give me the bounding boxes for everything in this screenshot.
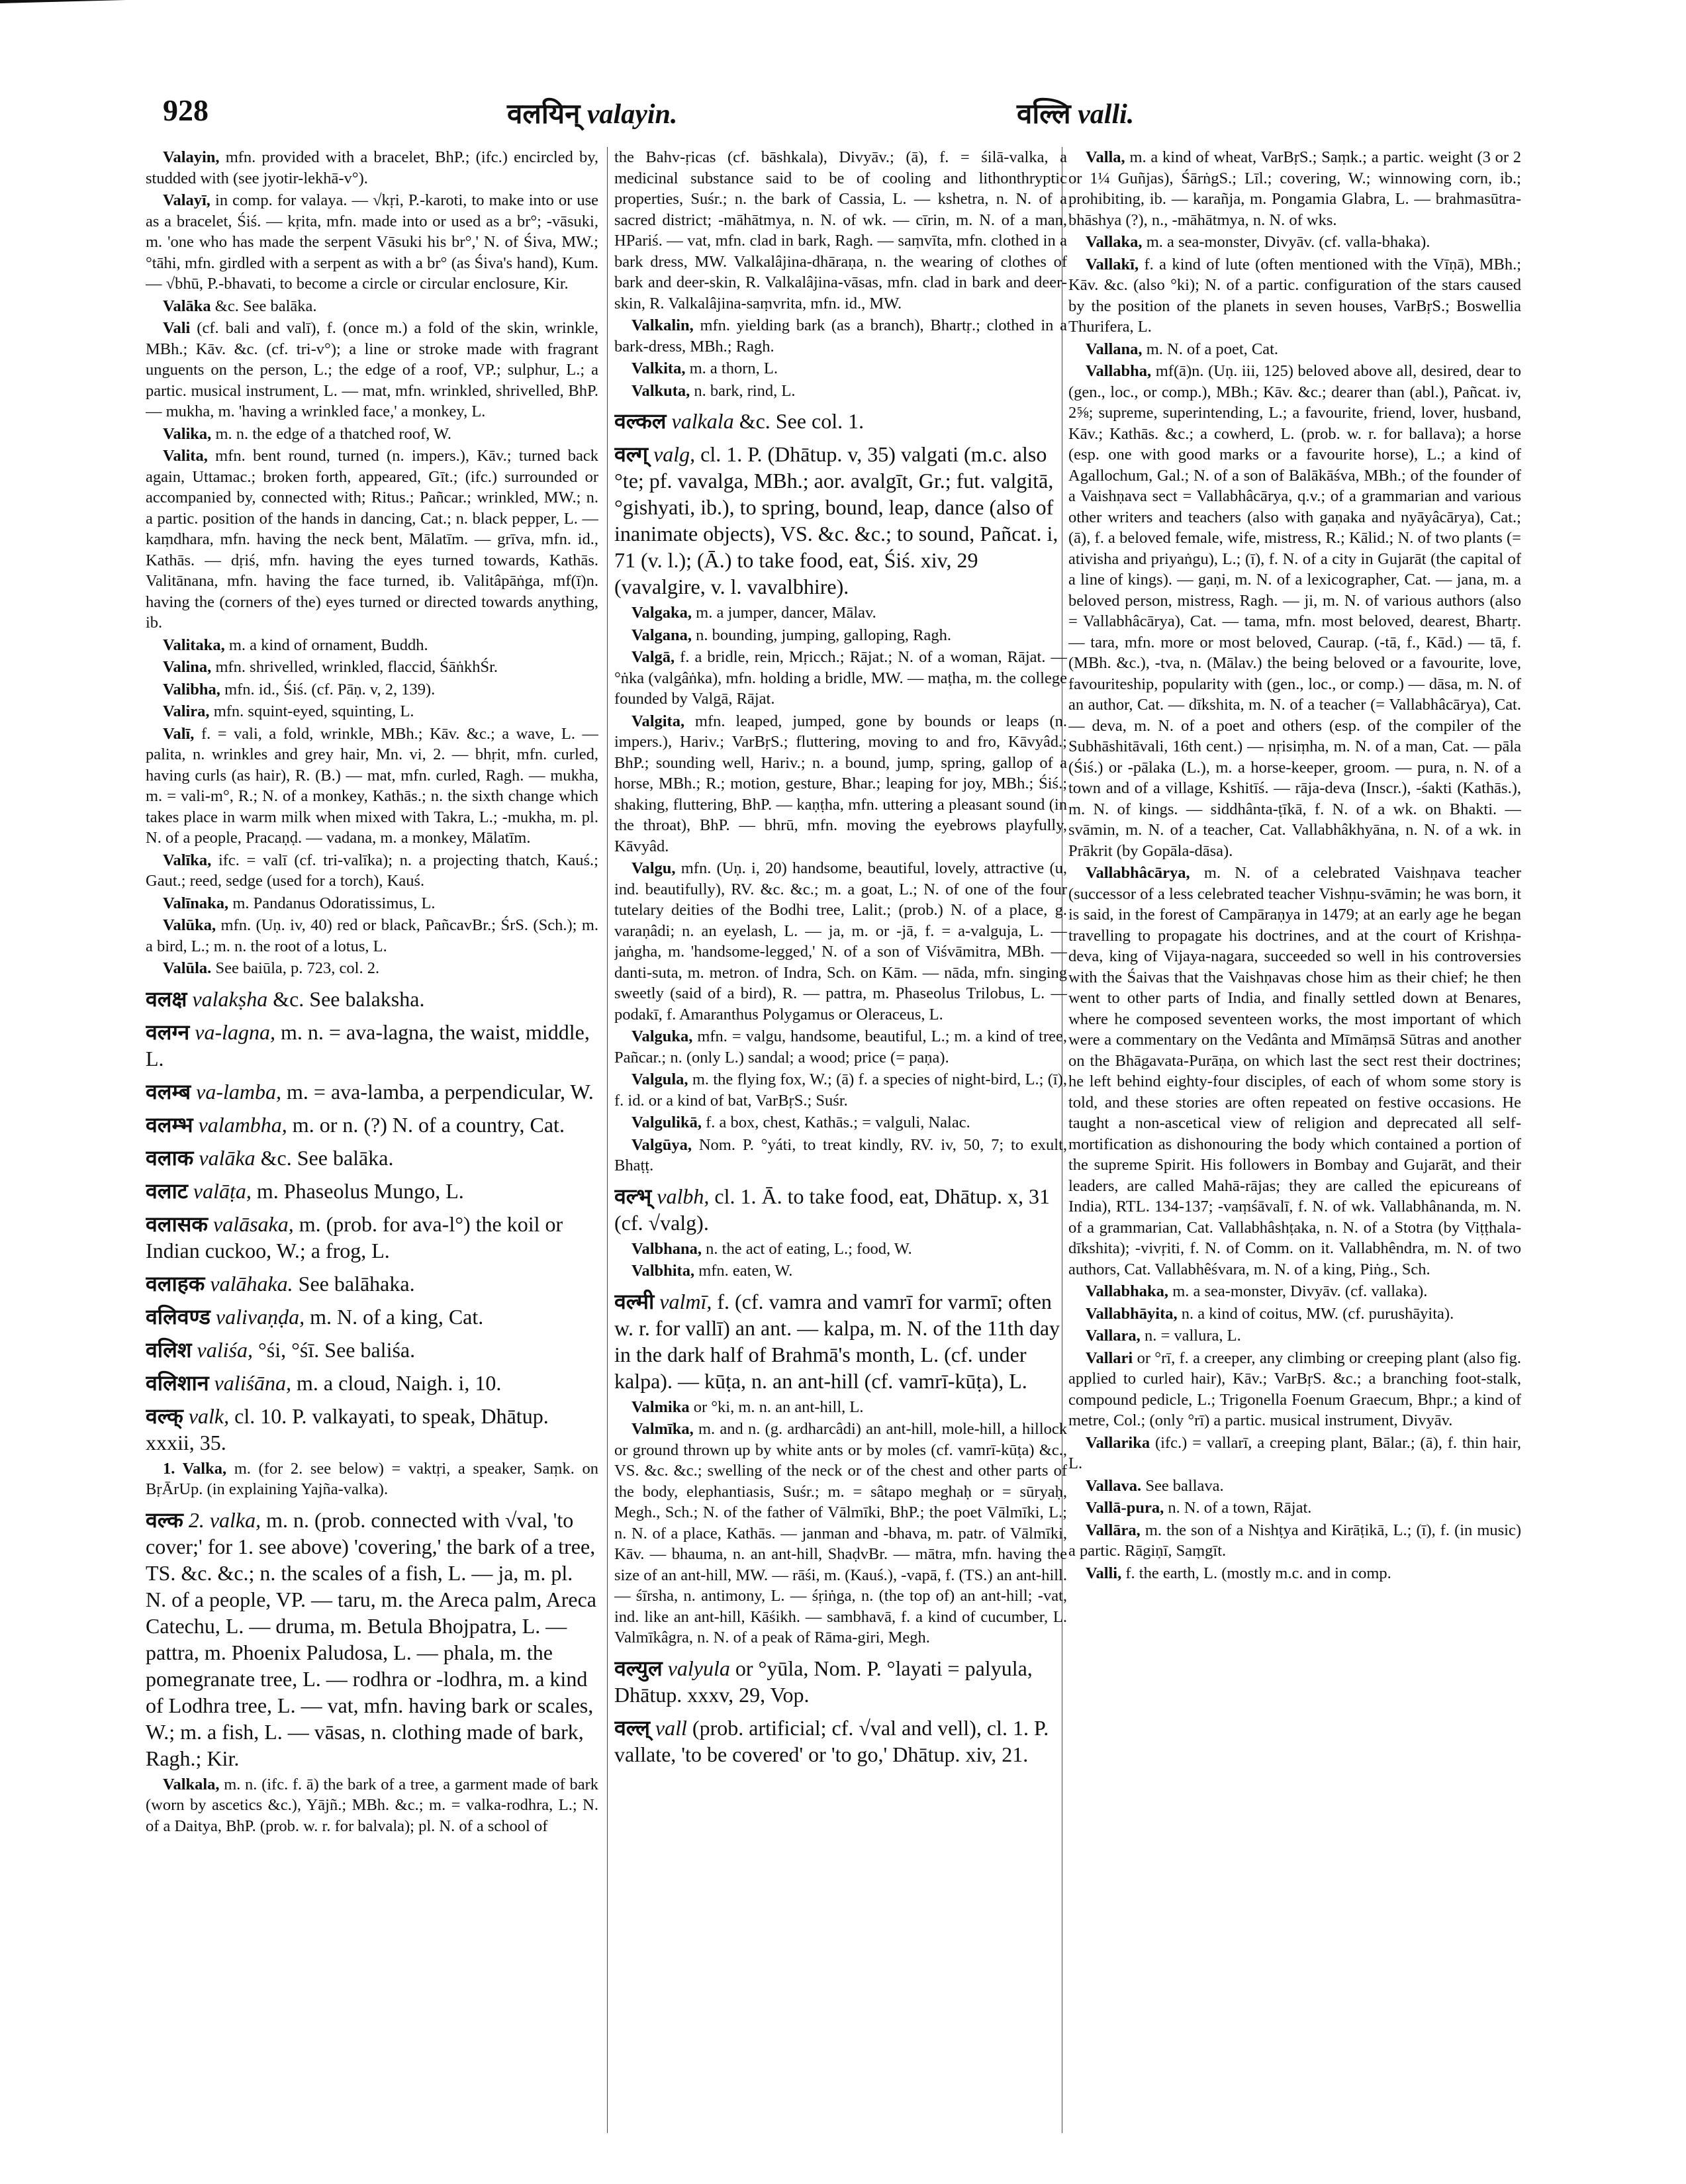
entry-definition: &c. See col. 1.	[739, 409, 865, 433]
dictionary-entry	[146, 318, 598, 422]
entry-definition: n. bark, rind, L.	[694, 381, 796, 400]
headword-entry	[146, 1403, 598, 1456]
transliterated-headword: valk,	[188, 1403, 230, 1428]
entry-definition: or °yūla, Nom. P. °layati = palyula, Dhātup. xxxv, 29, Vop.	[614, 1656, 1033, 1707]
dictionary-entry	[1068, 1563, 1521, 1584]
dictionary-entry	[146, 893, 598, 914]
column-3	[1068, 147, 1521, 2146]
dictionary-entry	[146, 296, 598, 317]
entry-definition: mfn. provided with a bracelet, BhP.; (ifc.) encircled by, studded with (see jyotir-lekhā-v°).	[146, 148, 598, 187]
dictionary-entry	[1068, 339, 1521, 360]
entry-headword: Vallabhāyita,	[1086, 1304, 1178, 1323]
entry-headword: Valī,	[163, 724, 195, 743]
entry-headword: Valmīka,	[632, 1420, 694, 1438]
entry-definition: or °ki, m. n. an ant-hill, L.	[693, 1398, 864, 1416]
dictionary-entry	[1068, 1304, 1521, 1325]
transliterated-headword: valāsaka,	[212, 1211, 294, 1236]
entry-definition: m. N. of a poet, Cat.	[1146, 340, 1279, 358]
devanagari-headword: वलम्ब	[146, 1078, 191, 1104]
entry-definition: m. the son of a Nishṭya and Kirāṭikā, L.; (ī), f. (in music) a partic. Rāgiṇī, Saṃgīt.	[1068, 1521, 1521, 1560]
transliterated-headword: valakṣha	[192, 986, 268, 1011]
devanagari-headword: वलिशान	[146, 1370, 209, 1396]
running-head-left-devanagari: वलयिन्	[507, 97, 581, 130]
headword-entry	[614, 1655, 1067, 1708]
transliterated-headword: valyula	[667, 1656, 730, 1680]
headword-entry	[146, 1211, 598, 1264]
entry-definition: &c. See balāka.	[214, 297, 317, 315]
entry-definition: mfn. squint-eyed, squinting, L.	[213, 702, 414, 720]
dictionary-entry	[1068, 1325, 1521, 1347]
running-head-right-translit: valli.	[1078, 99, 1135, 130]
headword-entry	[146, 1304, 598, 1330]
entry-headword: Valūla.	[163, 959, 212, 977]
entry-definition: m. (prob. for ava-l°) the koil or Indian cuckoo, W.; a frog, L.	[146, 1211, 563, 1262]
entry-definition: n. the act of eating, L.; food, W.	[706, 1239, 912, 1258]
entry-definition: m. N. of a celebrated Vaishṇava teacher (successor of a less celebrated teacher Vishṇu-svāmin; he was born, it is said, in the forest of Campāraṇya in 1479; at an early age he began travelling to propagate his doctrines, and at the court of Krishṇa-deva, king of Vijaya-nagara, succeeded so well in his controversies with the Śaivas that the Vaishṇavas chose him as their chief; he then went to other parts of India, and finally settled down at Benares, where he composed seventeen works, the most important of which were a commentary on the Vedânta and Mīmāṃsā Sūtras and another on the Bhāgavata-Purāṇa, on which last the sect rest their doctrines; he left behind eighty-four disciples, of each of whom some story is told, and these stories are often repeated on festive occasions. He taught a non-ascetical view of religion and deprecated all self-mortification as dishonouring the body which contained a portion of the supreme Spirit. His followers in Bombay and Gujarāt, and their leaders, are called Mahā-rājas; they are called the epicureans of India), RTL. 134-137; -vaṃśāvalī, f. N. of wk. Vallabhânanda, m. N. of a grammarian, Cat. Vallabhâshṭaka, n. N. of a Stotra (by Viṭṭhala-dīkshita); -vivṛiti, f. N. of Comm. on it. Vallabhêndra, m. N. of two authors, Cat. Vallabhêśvara, m. N. of a king, Piṅg., Sch.	[1068, 864, 1521, 1278]
entry-definition: n. = vallura, L.	[1144, 1327, 1241, 1345]
devanagari-headword: वल्युल	[614, 1655, 663, 1681]
entry-headword: 1. Valka,	[163, 1459, 227, 1478]
entry-headword: Valbhita,	[632, 1262, 695, 1280]
entry-definition: m. N. of a king, Cat.	[310, 1304, 484, 1329]
dictionary-entry	[614, 1135, 1067, 1176]
entry-headword: Valira,	[163, 702, 210, 720]
entry-definition: m. a thorn, L.	[689, 359, 778, 377]
devanagari-headword: वल्ग्	[614, 442, 649, 467]
dictionary-entry	[146, 1774, 598, 1837]
entry-definition: See baiūla, p. 723, col. 2.	[215, 959, 380, 977]
transliterated-headword: valg,	[653, 442, 696, 466]
entry-definition: mf(ā)n. (Uṇ. iii, 125) beloved above all, desired, dear to (gen., loc., or comp.), MBh.; Kāv. &c.; dearer than (abl.), Pañcat. iv, 2⅝; supreme, superintending, L.; a favourite, friend, lover, husband, Kāv.; Kathās. &c.; a cowherd, L. (prob. w. r. for ballava); a horse (esp. one with good marks or a favourite horse), L.; a kind of Agallochum, Gal.; N. of a son of Balākāśva, MBh.; of the founder of a Vaishṇava sect = Vallabhâcārya, q.v.; of a grammarian and various other writers and teachers (also with gaṇaka and nyāyâcārya), Cat.; (ā), f. a beloved female, wife, mistress, R.; Kālid.; N. of two plants (= ativisha and priyaṅgu), L.; (ī), f. N. of a city in Gujarāt (the capital of a line of kings). — gaṇi, m. N. of a lexicographer, Cat. — jana, m. a beloved person, mistress, Ragh. — ji, m. N. of various authors (also = Vallabhâcārya), Cat. — tama, mfn. most beloved, dearest, Bhartṛ. — tara, mfn. more or most beloved, Caurap. (-tā, f., Kād.) — tā, f. (MBh. &c.), -tva, n. (Mālav.) the being beloved or a favourite, love, favouriteship, popularity with (gen., loc., or comp.) — dāsa, m. N. of an author, Cat. — dīkshita, m. N. of a teacher (= Vallabhâcārya), Cat. — deva, m. N. of a poet and others (esp. of the compiler of the Subhāshitāvali, 16th cent.) — nṛisiṃha, m. N. of a man, Cat. — pāla (Śiś.) or -pālaka (L.), m. a horse-keeper, groom. — pura, n. N. of a town and of a village, Kshitīś. — rāja-deva (Inscr.), -śakti (Kathās.), m. N. of kings. — siddhânta-ṭīkā, f. N. of a wk. on Bhakti. — svāmin, m. N. of a teacher, Cat. Vallabhâkhyāna, n. N. of a wk. in Prākrit (by Gopāla-dāsa).	[1068, 362, 1521, 860]
entry-definition: m. n. (ifc. f. ā) the bark of a tree, a garment made of bark (worn by ascetics &c.), Yājñ.; MBh. &c.; m. = valka-rodhra, L.; N. of a Daitya, BhP. (prob. w. r. for balvala); pl. N. of a school of	[146, 1775, 598, 1835]
dictionary-entry	[146, 724, 598, 849]
page-header	[163, 93, 1587, 139]
entry-definition: m. n. the edge of a thatched roof, W.	[215, 424, 451, 443]
headword-entry	[146, 1370, 598, 1396]
dictionary-entry	[1068, 1433, 1521, 1474]
entry-definition: m. Pandanus Odoratissimus, L.	[232, 894, 436, 912]
devanagari-headword: वल्ल्	[614, 1715, 650, 1740]
dictionary-entry	[1068, 1348, 1521, 1431]
column-1	[146, 147, 598, 2146]
running-head-right-devanagari: वल्लि	[1017, 97, 1071, 130]
entry-headword: Valli,	[1086, 1564, 1122, 1582]
entry-headword: Vallāra,	[1086, 1521, 1141, 1539]
dictionary-entry	[146, 657, 598, 678]
dictionary-entry	[614, 1026, 1067, 1068]
entry-definition: f. a bridle, rein, Mṛicch.; Rājat.; N. of a woman, Rājat. — °ṅka (valgâṅka), mfn. holding a bridle, MW. — maṭha, m. the college founded by Valgā, Rājat.	[614, 648, 1067, 708]
entry-definition: n. a kind of coitus, MW. (cf. purushāyita).	[1181, 1304, 1454, 1323]
transliterated-headword: valāka	[199, 1145, 256, 1170]
devanagari-headword: वलम्भ	[146, 1112, 193, 1137]
entry-definition: See balāhaka.	[298, 1271, 415, 1296]
entry-definition: f. a kind of lute (often mentioned with the Vīṇā), MBh.; Kāv. &c. (also °ki); N. of a partic. configuration of the stars caused by the position of the planets in seven houses, VarBṛS.; Boswellia Thurifera, L.	[1068, 255, 1521, 336]
dictionary-entry	[1068, 1520, 1521, 1562]
running-head-left-translit: valayin.	[586, 99, 678, 130]
entry-definition: mfn. bent round, turned (n. impers.), Kāv.; turned back again, Uttamac.; broken forth, appeared, Gīt.; (ifc.) surrounded or accompanied by, connected with; Ritus.; Pañcar.; wrinkled, MW.; n. a partic. position of the hands in dancing, Cat.; n. black pepper, L. — kaṃdhara, mfn. having the neck bent, Mālatīm. — grīva, mfn. id., Kathās. — dṛiś, mfn. having the eyes turned towards, Kathās. Valitānana, mfn. having the face turned, ib. Valitâpāṅga, mf(ī)n. having the (corners of the) eyes turned or directed towards anything, ib.	[146, 447, 598, 632]
transliterated-headword: valāhaka.	[210, 1271, 293, 1296]
entry-headword: Vallara,	[1086, 1327, 1141, 1345]
entry-definition: f. = vali, a fold, wrinkle, MBh.; Kāv. &c.; a wave, L. — palita, n. wrinkles and grey hair, Mn. vi, 2. — bhṛit, mfn. curled, having curls (as hair), R. (B.) — mat, mfn. curled, Ragh. — mukha, m. = vali-m°, R.; N. of a monkey, Kathās.; n. the sixth change which takes place in warm milk when mixed with Takra, L.; -mukha, m. pl. N. of a people, Pracaṇḍ. — vadana, m. a monkey, Mālatīm.	[146, 724, 598, 847]
entry-definition: in comp. for valaya. — √kṛi, P.-karoti, to make into or use as a bracelet, Śiś. — kṛita, mfn. made into or used as a br°; -vāsuki, m. 'one who has made the serpent Vāsuki his br°,' N. of Śiva, MW.; °tāhi, mfn. girdled with a serpent as with a br° (as Śiva's hand), Kum. — √bhū, P.-bhavati, to become a circle or circular enclosure, Kir.	[146, 191, 598, 293]
entry-headword: Valāka	[163, 297, 211, 315]
devanagari-headword: वलासक	[146, 1211, 208, 1237]
dictionary-entry	[146, 915, 598, 957]
entry-definition: °śi, °śī. See baliśa.	[258, 1337, 416, 1362]
headword-entry	[614, 408, 1067, 434]
running-head-left	[507, 94, 677, 132]
entry-headword: Valgita,	[632, 712, 685, 730]
devanagari-headword: वल्कल	[614, 408, 667, 434]
entry-headword: Valayī,	[163, 191, 211, 209]
entry-headword: Vallakī,	[1086, 255, 1139, 273]
dictionary-entry	[1068, 863, 1521, 1280]
entry-headword: Valūka,	[163, 916, 216, 934]
entry-definition: m. = ava-lamba, a perpendicular, W.	[287, 1079, 594, 1104]
entry-headword: Valitaka,	[163, 636, 225, 654]
page-number: 928	[163, 93, 209, 127]
dictionary-entry	[146, 679, 598, 700]
entry-headword: Valkita,	[632, 359, 686, 377]
entry-headword: Valika,	[163, 424, 212, 443]
entry-definition: n. bounding, jumping, galloping, Ragh.	[696, 626, 952, 644]
entry-headword: Valgulikā,	[632, 1114, 702, 1131]
headword-entry	[614, 441, 1067, 600]
entry-headword: Valgana,	[632, 626, 692, 644]
entry-definition: m. a sea-monster, Divyāv. (cf. vallaka).	[1172, 1282, 1428, 1300]
entry-definition: Nom. P. °yáti, to treat kindly, RV. iv, 50, 7; to exult, Bhaṭṭ.	[614, 1135, 1067, 1174]
entry-headword: Valkala,	[163, 1775, 220, 1793]
dictionary-entry	[614, 647, 1067, 710]
transliterated-headword: valiśa,	[197, 1337, 253, 1362]
dictionary-entry	[146, 635, 598, 656]
transliterated-headword: valambha,	[198, 1112, 287, 1137]
dictionary-entry	[146, 958, 598, 979]
entry-definition: m. Phaseolus Mungo, L.	[256, 1178, 464, 1203]
entry-headword: Valgu,	[632, 859, 676, 877]
dictionary-entry	[614, 858, 1067, 1025]
dictionary-entry	[1068, 254, 1521, 338]
entry-definition: m. a sea-monster, Divyāv. (cf. valla-bhaka).	[1146, 233, 1430, 251]
transliterated-headword: valiśāna,	[214, 1370, 292, 1395]
dictionary-entry	[614, 358, 1067, 379]
entry-definition: f. the earth, L. (mostly m.c. and in comp.	[1125, 1564, 1391, 1582]
entry-definition: m. a kind of wheat, VarBṛS.; Saṃk.; a partic. weight (3 or 2 or 1¼ Guñjas), ŚārṅgS.; Līl.; covering, W.; winnowing corn, ib.; prohibiting, ib. — karañja, m. Pongamia Glabra, L. — brahmasūtra-bhāshya (?), n., -māhātmya, n. N. of wks.	[1068, 148, 1521, 229]
headword-entry	[614, 1715, 1067, 1768]
entry-headword: Valita,	[163, 447, 208, 465]
entry-definition: m. n. = ava-lagna, the waist, middle, L.	[146, 1020, 590, 1070]
devanagari-headword: वल्क्	[146, 1403, 183, 1429]
entry-headword: Valbhana,	[632, 1239, 702, 1258]
entry-definition: m. a cloud, Naigh. i, 10.	[297, 1370, 502, 1395]
entry-headword: Vallā-pura,	[1086, 1499, 1164, 1517]
entry-definition: m. a kind of ornament, Buddh.	[228, 636, 428, 654]
entry-definition: m. n. (prob. connected with √val, 'to cover;' for 1. see above) 'covering,' the bark of a tree, TS. &c. &c.; n. the scales of a fish, L. — ja, m. pl. N. of a people, VP. — taru, m. the Areca palm, Areca Catechu, L. — druma, m. Betula Bhojpatra, L. — pattra, m. Phoenix Paludosa, L. — phala, m. the pomegranate tree, L. — rodhra or -lodhra, m. a kind of Lodhra tree, L. — vat, mfn. having bark or scales, W.; m. a fish, L. — vāsas, n. clothing made of bark, Ragh.; Kir.	[146, 1507, 596, 1770]
dictionary-entry	[614, 1069, 1067, 1111]
transliterated-headword: 2. valka,	[188, 1507, 261, 1532]
devanagari-headword: वलक्ष	[146, 986, 187, 1012]
entry-headword: Vallabha,	[1086, 362, 1152, 380]
devanagari-headword: वल्भ्	[614, 1183, 652, 1209]
entry-headword: Valkalin,	[632, 316, 694, 334]
dictionary-entry	[614, 1397, 1067, 1418]
entry-headword: Valina,	[163, 658, 212, 676]
entry-headword: Vallarika	[1086, 1433, 1150, 1452]
entry-definition: mfn. = valgu, handsome, beautiful, L.; m. a kind of tree, Pañcar.; n. (only L.) sandal; a wood; price (= paṇa).	[614, 1027, 1067, 1067]
dictionary-entry	[146, 1458, 598, 1500]
dictionary-entry	[1068, 1476, 1521, 1497]
entry-headword: Valayin,	[163, 148, 220, 166]
dictionary-entry	[1068, 147, 1521, 230]
entry-definition: the Bahv-ṛicas (cf. bāshkala), Divyāv.; (ā), f. = śilā-valka, a medicinal substance said to be of cooling and lithonthryptic properties, Suśr.; n. the bark of Cassia, L. — kshetra, n. N. of a sacred district; -māhātmya, n. N. of wk. — cīrin, m. N. of a man, HPariś. — vat, mfn. clad in bark, Ragh. — saṃvīta, mfn. clothed in a bark dress, MW. Valkalâjina-dhāraṇa, n. the wearing of clothes of bark and deer-skin, R. Valkalâjina-vāsas, mfn. clad in bark and deer-skin, R. Valkalâjina-saṃvrita, mfn. id., MW.	[614, 148, 1067, 312]
entry-headword: Valkuta,	[632, 381, 690, 400]
entry-definition: or °rī, f. a creeper, any climbing or creeping plant (also fig. applied to curled hair), Kāv.; VarBṛS. &c.; a branching foot-stalk, compound pedicle, L.; Trigonella Foenum Graecum, Bhpr.; a kind of metre, Col.; (only °rī) a partic. musical instrument, Divyāv.	[1068, 1349, 1521, 1429]
entry-definition: mfn. eaten, W.	[698, 1262, 793, 1280]
entry-headword: Valīka,	[163, 851, 212, 869]
headword-entry	[146, 1270, 598, 1297]
entry-headword: Valgaka,	[632, 604, 692, 622]
transliterated-headword: valkala	[671, 409, 734, 433]
scan-corner-mark	[0, 0, 159, 18]
entry-definition: f. (cf. vamra and vamrī for varmī; often w. r. for vallī) an ant. — kalpa, m. N. of the 11th day in the dark half of Brahmā's month, L. (cf. under kalpa). — kūṭa, n. an ant-hill (cf. vamrī-kūṭa), L.	[614, 1289, 1060, 1393]
transliterated-headword: valāṭa,	[193, 1178, 252, 1203]
entry-headword: Vallari	[1086, 1349, 1133, 1367]
entry-definition: See ballava.	[1145, 1476, 1224, 1495]
headword-entry	[146, 1507, 598, 1772]
entry-headword: Valīnaka,	[163, 894, 229, 912]
entry-definition: m. or n. (?) N. of a country, Cat.	[292, 1112, 565, 1137]
dictionary-entry	[146, 446, 598, 634]
entry-definition: m. the flying fox, W.; (ā) f. a species of night-bird, L.; (ī), f. id. or a kind of bat, VarBṛS.; Suśr.	[614, 1070, 1067, 1110]
entry-headword: Valla,	[1086, 148, 1125, 166]
entry-definition: m. a jumper, dancer, Mālav.	[696, 604, 876, 622]
transliterated-headword: va-lagna,	[195, 1020, 275, 1044]
devanagari-headword: वलाहक	[146, 1270, 205, 1296]
transliterated-headword: valmī,	[659, 1289, 712, 1313]
entry-headword: Valmika	[632, 1398, 690, 1416]
entry-definition: m. (for 2. see below) = vaktṛi, a speaker, Saṃk. on BṛĀrUp. (in explaining Yajña-valka).	[146, 1459, 598, 1498]
entry-definition: cl. 1. Ā. to take food, eat, Dhātup. x, 31 (cf. √valg).	[614, 1184, 1050, 1235]
column-rule	[607, 147, 608, 2133]
dictionary-entry	[146, 147, 598, 189]
entry-headword: Vallava.	[1086, 1476, 1142, 1495]
entry-headword: Valibha,	[163, 680, 220, 698]
entry-headword: Valguka,	[632, 1027, 693, 1045]
column-2	[614, 147, 1067, 2146]
headword-entry	[614, 1288, 1067, 1394]
headword-entry	[146, 1078, 598, 1105]
entry-headword: Vali	[163, 319, 191, 337]
entry-definition: mfn. (Uṇ. i, 20) handsome, beautiful, lovely, attractive (u, ind. beautifully), RV. &c. &c.; m. a goat, L.; N. of one of the four tutelary deities of the Bodhi tree, Lalit.; (prob.) N. of a place, g. varaṇâdi; n. an eyelash, L. — ja, m. or -jā, f. = a-valguja, L. — jaṅgha, m. 'handsome-legged,' N. of a son of Viśvāmitra, MBh. — danti-suta, m. metron. of Indra, Sch. on Kām. — nāda, mfn. singing sweetly (said of a bird), R. — pattra, m. Phaseolus Trilobus, L. — podakī, f. Amaranthus Polygamus or Oleraceus, L.	[614, 859, 1067, 1023]
dictionary-entry	[614, 625, 1067, 646]
transliterated-headword: valivaṇḍa,	[215, 1304, 305, 1329]
continued-entry	[614, 147, 1067, 314]
entry-headword: Vallabhâcārya,	[1086, 864, 1190, 882]
dictionary-entry	[1068, 232, 1521, 253]
dictionary-entry	[146, 701, 598, 722]
entry-headword: Valgā,	[632, 648, 675, 666]
dictionary-entry	[614, 1239, 1067, 1260]
entry-definition: (prob. artificial; cf. √val and vell), cl. 1. P. vallate, 'to be covered' or 'to go,' Dhātup. xiv, 21.	[614, 1715, 1049, 1766]
entry-definition: (ifc.) = vallarī, a creeping plant, Bālar.; (ā), f. thin hair, L.	[1068, 1433, 1521, 1472]
entry-definition: ifc. = valī (cf. tri-valīka); n. a projecting thatch, Kauś.; Gaut.; reed, sedge (used for a torch), Kauś.	[146, 851, 598, 890]
devanagari-headword: वलिवण्ड	[146, 1304, 211, 1329]
dictionary-entry	[614, 1260, 1067, 1282]
entry-definition: mfn. yielding bark (as a branch), Bhartṛ.; clothed in a bark-dress, MBh.; Ragh.	[614, 316, 1067, 356]
entry-headword: Vallaka,	[1086, 233, 1143, 251]
entry-definition: n. N. of a town, Rājat.	[1168, 1499, 1312, 1517]
dictionary-entry	[1068, 1281, 1521, 1302]
running-head-right	[1017, 94, 1134, 132]
devanagari-headword: वलाक	[146, 1145, 194, 1170]
entry-definition: (cf. bali and valī), f. (once m.) a fold of the skin, wrinkle, MBh.; Kāv. &c. (cf. tri-v°); a line or stroke made with fragrant unguents on the person, L.; the edge of a roof, VP.; sulphur, L.; a partic. musical instrument, L. — mat, mfn. wrinkled, shrivelled, BhP. — mukha, m. 'having a wrinkled face,' a monkey, L.	[146, 319, 598, 420]
dictionary-entry	[146, 190, 598, 295]
entry-definition: &c. See balāka.	[260, 1145, 394, 1170]
dictionary-entry	[614, 1419, 1067, 1648]
entry-definition: mfn. leaped, jumped, gone by bounds or leaps (n. impers.), Hariv.; VarBṛS.; fluttering, moving to and fro, Kāvyâd.; BhP.; sounding well, Hariv.; n. a bound, jump, spring, gallop of a horse, MBh.; R.; motion, gesture, Bhar.; leaping for joy, MBh.; Śiś.; shaking, fluttering, BhP. — kaṇṭha, mfn. uttering a pleasant sound (in the throat), BhP. — bhrū, mfn. moving the eyebrows playfully, Kāvyâd.	[614, 712, 1067, 855]
entry-headword: Valgula,	[632, 1070, 688, 1088]
entry-definition: &c. See balaksha.	[273, 986, 425, 1011]
entry-definition: mfn. (Uṇ. iv, 40) red or black, PañcavBr.; ŚrS. (Sch.); m. a bird, L.; m. n. the root of a lotus, L.	[146, 916, 598, 955]
headword-entry	[614, 1183, 1067, 1236]
entry-definition: mfn. shrivelled, wrinkled, flaccid, ŚāṅkhŚr.	[215, 658, 498, 676]
headword-entry	[146, 1112, 598, 1138]
dictionary-entry	[614, 602, 1067, 624]
transliterated-headword: vall	[655, 1715, 687, 1740]
entry-definition: cl. 1. P. (Dhātup. v, 35) valgati (m.c. also °te; pf. vavalga, MBh.; aor. avalgīt, Gr.; fut. valgitā, °gishyati, ib.), to spring, bound, leap, dance (also of inanimate objects), VS. &c. &c.; to sound, Pañcat. i, 71 (v. l.); (Ā.) to take food, eat, Śiś. xiv, 29 (vavalgire, v. l. vavalbhire).	[614, 442, 1058, 598]
devanagari-headword: वल्क	[146, 1507, 183, 1533]
entry-headword: Vallabhaka,	[1086, 1282, 1169, 1300]
devanagari-headword: वल्मी	[614, 1288, 655, 1314]
dictionary-entry	[146, 424, 598, 445]
entry-headword: Valgūya,	[632, 1135, 692, 1154]
entry-definition: m. and n. (g. ardharcâdi) an ant-hill, mole-hill, a hillock or ground thrown up by white ants or by moles (cf. vamrī-kūṭa) &c., VS. &c. &c.; swelling of the neck or of the chest and other parts of the body, elephantiasis, Suśr.; m. = sâtapo meghaḥ or = sūryaḥ, Megh., Sch.; N. of the father of Vālmīki, BhP.; the poet Vālmīki, L.; n. N. of a place, Kathās. — janman and -bhava, m. patr. of Vālmīki, Kāv. — bhauma, n. an ant-hill, ShaḍvBr. — mātra, mfn. having the size of an ant-hill, MW. — rāśi, m. (Kauś.), -vapā, f. (TS.) an ant-hill. — śīrsha, n. antimony, L. — śṛiṅga, n. (the top of) an ant-hill; -vat, ind. like an ant-hill, Kāśikh. — sambhavā, f. a kind of cucumber, L. Valmīkâgra, n. N. of a peak of Rāma-giri, Megh.	[614, 1420, 1067, 1646]
entry-definition: f. a box, chest, Kathās.; = valguli, Nalac.	[706, 1114, 970, 1131]
transliterated-headword: valbh,	[657, 1184, 710, 1208]
headword-entry	[146, 1019, 598, 1072]
devanagari-headword: वलग्न	[146, 1019, 190, 1045]
dictionary-entry	[1068, 361, 1521, 861]
entry-definition: cl. 10. P. valkayati, to speak, Dhātup. xxxii, 35.	[146, 1403, 549, 1454]
headword-entry	[146, 986, 598, 1012]
dictionary-entry	[146, 850, 598, 892]
headword-entry	[146, 1145, 598, 1171]
devanagari-headword: वलिश	[146, 1337, 192, 1362]
transliterated-headword: va-lamba,	[196, 1079, 282, 1104]
dictionary-entry	[1068, 1497, 1521, 1519]
headword-entry	[146, 1337, 598, 1363]
entry-headword: Vallana,	[1086, 340, 1143, 358]
entry-definition: mfn. id., Śiś. (cf. Pāṇ. v, 2, 139).	[224, 680, 436, 698]
dictionary-entry	[614, 381, 1067, 402]
dictionary-entry	[614, 711, 1067, 857]
devanagari-headword: वलाट	[146, 1178, 188, 1204]
dictionary-entry	[614, 1112, 1067, 1133]
dictionary-entry	[614, 315, 1067, 357]
headword-entry	[146, 1178, 598, 1204]
